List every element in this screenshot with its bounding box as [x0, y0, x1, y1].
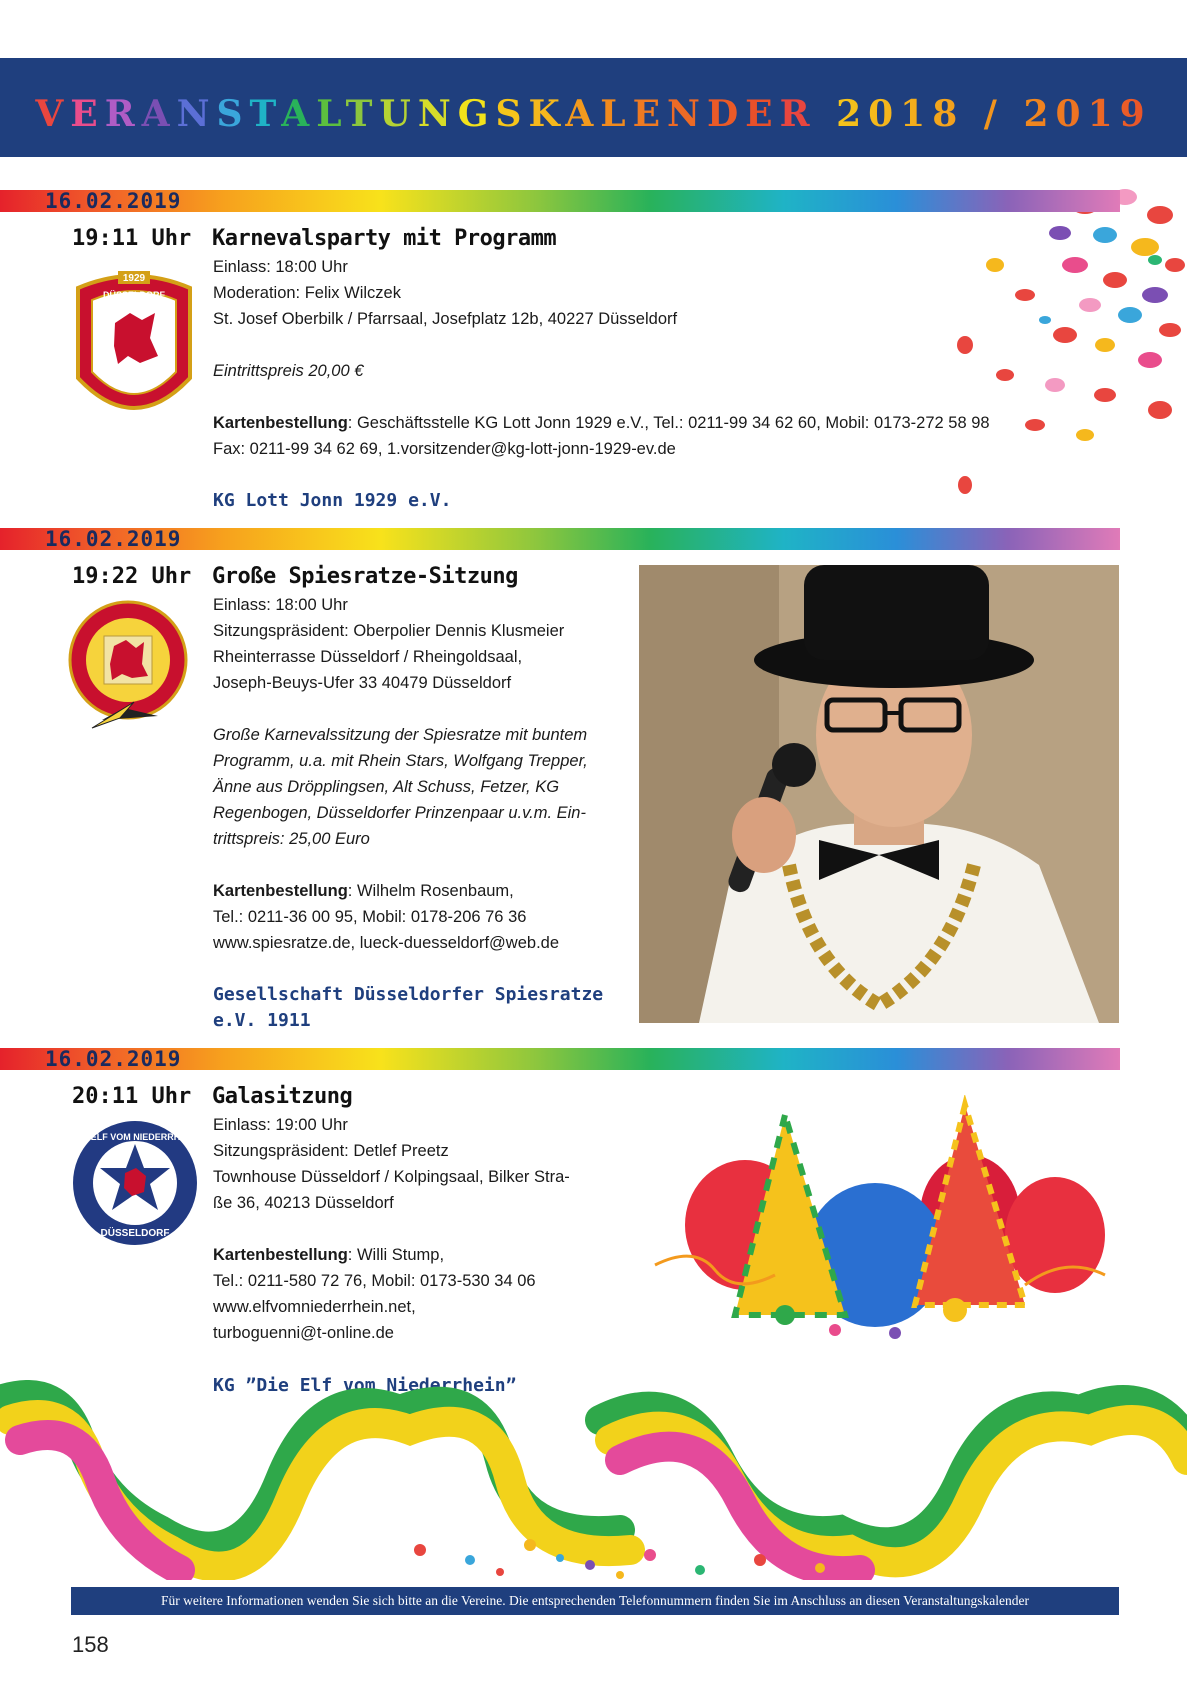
title-letter: A	[281, 93, 317, 135]
description-line: trittspreis: 25,00 Euro	[213, 830, 370, 848]
order-label: Kartenbestellung	[213, 882, 348, 900]
description-line: Programm, u.a. mit Rhein Stars, Wolfgang Trepper,	[213, 752, 588, 770]
president-line: Sitzungspräsident: Detlef Preetz	[213, 1142, 449, 1160]
title-letter: S	[216, 93, 250, 135]
organizer-name	[213, 982, 603, 1034]
organizer-name: KG ”Die Elf vom Niederrhein”	[213, 1375, 517, 1396]
title-letter: N	[176, 93, 217, 135]
title-letter: E	[745, 93, 780, 135]
order-text: : Geschäftsstelle KG Lott Jonn 1929 e.V., Tel.: 0211-99 34 62 60, Mobil: 0173-272 58 98	[347, 414, 990, 432]
order-line4: turboguenni@t-online.de	[213, 1324, 394, 1342]
event-time: 20:11 Uhr	[72, 1084, 192, 1109]
moderation-line: Moderation: Felix Wilczek	[213, 284, 401, 302]
description-line: Große Karnevalssitzung der Spiesratze mit buntem	[213, 726, 588, 744]
venue-line: Rheinterrasse Düsseldorf / Rheingoldsaal,	[213, 648, 523, 666]
organizer-name: KG Lott Jonn 1929 e.V.	[213, 490, 452, 511]
event-title: Große Spiesratze-Sitzung	[212, 564, 518, 589]
streamers-decoration	[0, 1380, 1187, 1580]
title-letter: R	[104, 93, 142, 135]
event-details	[213, 592, 588, 956]
event-date: 16.02.2019	[45, 1047, 182, 1071]
description-line: Änne aus Dröpplingsen, Alt Schuss, Fetzer, KG	[213, 778, 560, 796]
admission-line: Einlass: 19:00 Uhr	[213, 1116, 348, 1134]
title-letter: E	[632, 93, 668, 135]
date-bar	[0, 190, 1120, 212]
title-letter: T	[345, 93, 380, 135]
title-letter: N	[417, 93, 458, 135]
order-line3: www.spiesratze.de, lueck-duesseldorf@web.de	[213, 934, 560, 952]
organizer-line1: Gesellschaft Düsseldorfer Spiesratze	[213, 984, 604, 1005]
spiesratze-logo	[62, 598, 198, 738]
svg-text:KG ELF VOM NIEDERRHEIN: KG ELF VOM NIEDERRHEIN	[74, 1132, 196, 1142]
svg-text:DÜSSELDORF: DÜSSELDORF	[102, 290, 166, 300]
title-letter: A	[141, 93, 177, 135]
order-line2: Fax: 0211-99 34 62 69, 1.vorsitzender@kg-lott-jonn-1929-ev.de	[213, 440, 676, 458]
title-letter: G	[457, 93, 496, 135]
order-text: : Willi Stump,	[347, 1246, 445, 1264]
title-letter: A	[565, 93, 601, 135]
order-line2: Tel.: 0211-36 00 95, Mobil: 0178-206 76 36	[213, 908, 527, 926]
event-details	[213, 254, 990, 462]
page-number: 158	[72, 1632, 109, 1657]
order-line3: www.elfvomniederrhein.net,	[213, 1298, 416, 1316]
event-title: Galasitzung	[212, 1084, 353, 1109]
date-bar	[0, 528, 1120, 550]
confetti-decoration	[955, 185, 1187, 495]
title-letter: K	[528, 93, 566, 135]
svg-text:1929: 1929	[122, 273, 146, 284]
party-hats-balloons-image	[635, 1095, 1119, 1355]
svg-text:DÜSSELDORF: DÜSSELDORF	[100, 1228, 170, 1239]
president-line: Sitzungspräsident: Oberpolier Dennis Klusmeier	[213, 622, 565, 640]
title-letter: V	[35, 93, 71, 135]
order-line2: Tel.: 0211-580 72 76, Mobil: 0173-530 34 06	[213, 1272, 536, 1290]
event-title: Karnevalsparty mit Programm	[212, 226, 557, 251]
title-word	[35, 93, 816, 135]
title-letter: T	[249, 93, 282, 135]
title-letter: E	[70, 93, 105, 135]
title-years: 2018 / 2019	[836, 93, 1152, 135]
admission-line: Einlass: 18:00 Uhr	[213, 258, 348, 276]
address-line: ße 36, 40213 Düsseldorf	[213, 1194, 394, 1212]
venue-line: Townhouse Düsseldorf / Kolpingsaal, Bilker Stra-	[213, 1168, 570, 1186]
elf-vom-niederrhein-logo	[70, 1118, 200, 1248]
footer-note: Für weitere Informationen wenden Sie sich bitte an die Vereine. Die entsprechenden Telefonnummern finden Sie im Anschluss an diesen Veranstaltungskalender	[71, 1587, 1119, 1615]
description-line: Regenbogen, Düsseldorfer Prinzenpaar u.v.m. Ein-	[213, 804, 586, 822]
title-letter: R	[779, 93, 817, 135]
date-bar	[0, 1048, 1120, 1070]
order-text: : Wilhelm Rosenbaum,	[347, 882, 514, 900]
address-line: Joseph-Beuys-Ufer 33 40479 Düsseldorf	[213, 674, 512, 692]
order-label: Kartenbestellung	[213, 414, 348, 432]
event-date: 16.02.2019	[45, 189, 182, 213]
page-title	[0, 92, 1187, 136]
title-letter: L	[316, 93, 346, 135]
venue-line: St. Josef Oberbilk / Pfarrsaal, Josefplatz 12b, 40227 Düsseldorf	[213, 310, 678, 328]
title-letter: L	[600, 93, 633, 135]
event-time: 19:11 Uhr	[72, 226, 192, 251]
speaker-photo	[639, 565, 1119, 1023]
title-letter: D	[706, 93, 746, 135]
title-letter: U	[379, 93, 418, 135]
title-letter: N	[667, 93, 707, 135]
event-date: 16.02.2019	[45, 527, 182, 551]
title-letter: S	[495, 93, 529, 135]
admission-line: Einlass: 18:00 Uhr	[213, 596, 348, 614]
event-time: 19:22 Uhr	[72, 564, 192, 589]
event-details	[213, 1112, 570, 1346]
kg-lott-jonn-logo	[70, 268, 198, 430]
organizer-line2: e.V. 1911	[213, 1010, 311, 1031]
order-label: Kartenbestellung	[213, 1246, 348, 1264]
price-line: Eintrittspreis 20,00 €	[213, 362, 364, 380]
